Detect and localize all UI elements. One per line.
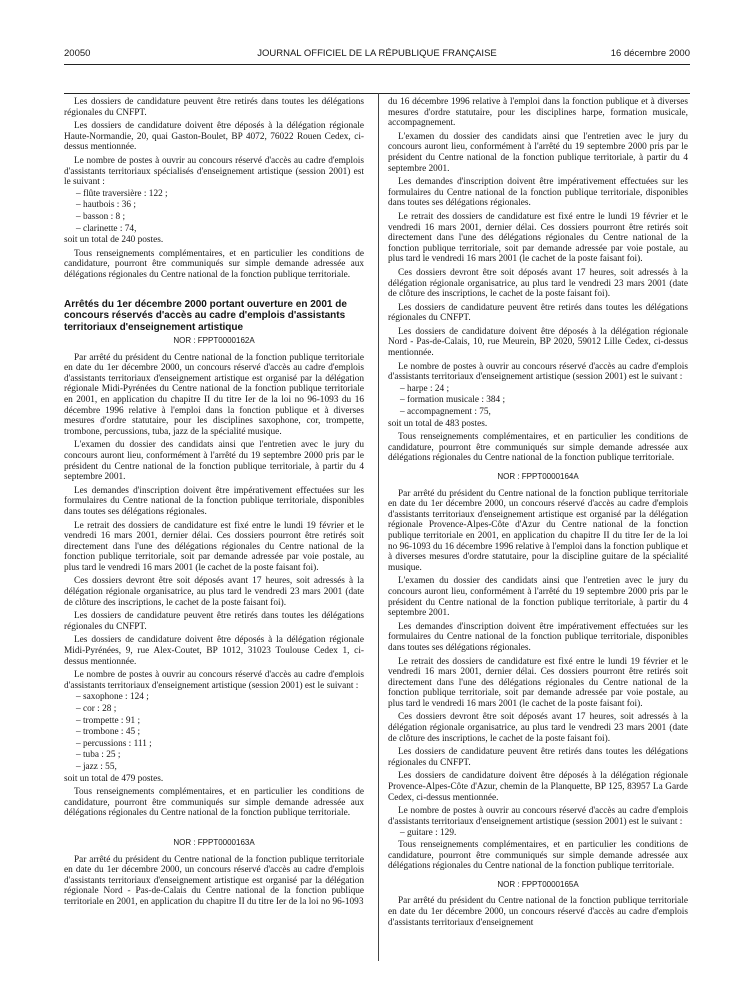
paragraph: Les dossiers de candidature peuvent être retirés dans toutes les délégations régionales du CNFPT. — [64, 611, 364, 632]
paragraph: Les dossiers de candidature doivent être déposés à la délégation régionale Nord - Pas-de-Calais, 10, rue Meurein, BP 2020, 59012 Lille Cedex, ci-dessus mentionnée. — [388, 326, 688, 359]
header-rule — [64, 64, 690, 65]
paragraph: Les dossiers de candidature peuvent être retirés dans toutes les délégations régionales du CNFPT. — [388, 302, 688, 324]
list-item: – tuba : 25 ; — [76, 750, 121, 761]
paragraph: Les dossiers de candidature peuvent être retirés dans toutes les délégations régionales du CNFPT. — [64, 97, 364, 118]
left-column — [64, 97, 364, 911]
paragraph: L'examen du dossier des candidats ainsi que l'entretien avec le jury du concours auront lieu, conformément à l'arrêté du 19 septembre 2000 pris par le président du Centre national de la fonction publique territoriale, à partir du 4 septembre 2001. — [388, 131, 688, 174]
list-item: – trombone : 45 ; — [76, 727, 141, 738]
list-item: – jazz : 55, — [76, 761, 117, 772]
paragraph: Le nombre de postes à ouvrir au concours réservé d'accès au cadre d'emplois d'assistants territoriaux d'enseignement artistique (session 2001) est le suivant : — [388, 806, 688, 827]
paragraph: Par arrêté du président du Centre national de la fonction publique territoriale en date du 1er décembre 2000, un concours réservé d'accès au cadre d'emplois d'assistants territoriaux d'enseignement artistique est organisé par la délégation régionale Midi-Pyrénées du Centre national de la fonction publique territoriale en 2001, en application du chapitre II du titre Ier de la loi no 96-1093 du 16 décembre 1996 relative à l'emploi dans la fonction publique et à diverses mesures d'ordre statutaire, pour les disciplines saxophone, cor, trompette, trombone, percussions, tuba, jazz de la spécialité musique. — [64, 352, 364, 437]
journal-title: JOURNAL OFFICIEL DE LA RÉPUBLIQUE FRANÇAISE — [257, 48, 497, 59]
paragraph: Le nombre de postes à ouvrir au concours réservé d'accès au cadre d'emplois d'assistants territoriaux spécialisés d'enseignement artistique (session 2001) est le suivant : — [64, 155, 364, 188]
nor-reference: NOR : FPPT0000162A — [173, 336, 255, 345]
paragraph: Les dossiers de candidature peuvent être retirés dans toutes les délégations régionales du CNFPT. — [388, 747, 688, 768]
issue-date: 16 décembre 2000 — [610, 48, 690, 59]
list-item: – percussions : 111 ; — [76, 738, 152, 749]
paragraph: Le nombre de postes à ouvrir au concours réservé d'accès au cadre d'emplois d'assistants territoriaux d'enseignement artistique (session 2001) est le suivant : — [388, 361, 688, 383]
content-top-rule — [64, 93, 690, 94]
paragraph: Le nombre de postes à ouvrir au concours réservé d'accès au cadre d'emplois d'assistants territoriaux d'enseignement artistique (session 2001) est le suivant : — [64, 670, 364, 691]
paragraph: Tous renseignements complémentaires, et en particulier les conditions de candidature, pourront être communiqués sur simple demande adressée aux délégations régionales du Centre national de la fonction publique territoriale. — [388, 840, 688, 872]
paragraph: Par arrêté du président du Centre national de la fonction publique territoriale en date du 1er décembre 2000, un concours réservé d'accès au cadre d'emplois d'assistants territoriaux d'enseignement — [388, 896, 688, 928]
paragraph: Les dossiers de candidature doivent être déposés à la délégation régionale Haute-Normandie, 20, quai Gaston-Boulet, BP 4072, 76022 Rouen Cedex, ci-dessus mentionnée. — [64, 121, 364, 153]
list-item: – formation musicale : 384 ; — [400, 395, 506, 406]
paragraph: Tous renseignements complémentaires, et en particulier les conditions de candidature, pourront être communiqués sur simple demande adressée aux délégations régionales du Centre national de la fonction publique territoriale. — [388, 432, 688, 464]
page-header — [64, 48, 690, 62]
list-item: – accompagnement : 75, — [400, 407, 491, 418]
paragraph: Par arrêté du président du Centre national de la fonction publique territoriale en date du 1er décembre 2000, un concours réservé d'accès au cadre d'emplois d'assistants territoriaux d'enseignement artistique est organisé par la délégation régionale Provence-Alpes-Côte d'Azur du Centre national de la fonction publique territoriale en 2001, en application du chapitre II du titre Ier de la loi no 96-1093 du 16 décembre 1996 relative à l'emploi dans la fonction publique et à diverses mesures d'ordre statutaire, pour la discipline guitare de la spécialité musique. — [388, 488, 688, 573]
paragraph: Le retrait des dossiers de candidature est fixé entre le lundi 19 février et le vendredi 16 mars 2001, dernier délai. Ces dossiers pourront être retirés soit directement dans l'une des délégations régionales du Centre national de la fonction publique territoriale, soit par demande adressée par voie postale, au plus tard le vendredi 16 mars 2001 (le cachet de la poste faisant foi). — [64, 520, 364, 573]
list-item: – harpe : 24 ; — [400, 383, 450, 394]
paragraph: Ces dossiers devront être soit déposés avant 17 heures, soit adressés à la délégation régionale organisatrice, au plus tard le vendredi 23 mars 2001 (date de clôture des inscriptions, le cachet de la poste faisant foi). — [64, 576, 364, 608]
nor-reference: NOR : FPPT0000163A — [173, 837, 255, 847]
list-item: – guitare : 129. — [400, 828, 457, 839]
paragraph: Les demandes d'inscription doivent être impérativement effectuées sur les formulaires du Centre national de la fonction publique territoriale, disponibles dans toutes ses délégations régionales. — [64, 485, 364, 517]
paragraph: Les demandes d'inscription doivent être impérativement effectuées sur les formulaires du Centre national de la fonction publique territoriale, disponibles dans toutes ses délégations régionales. — [388, 177, 688, 209]
column-divider — [378, 93, 379, 961]
list-item: – clarinette : 74, — [76, 223, 137, 234]
paragraph: Les dossiers de candidature doivent être déposés à la délégation régionale Provence-Alpes-Côte d'Azur, chemin de la Planquette, BP 125, 83957 La Garde Cedex, ci-dessus mentionnée. — [388, 771, 688, 803]
nor-reference: NOR : FPPT0000164A — [497, 472, 579, 481]
paragraph: L'examen du dossier des candidats ainsi que l'entretien avec le jury du concours auront lieu, conformément à l'arrêté du 19 septembre 2000 pris par le président du Centre national de la fonction publique territoriale, à partir du 4 septembre 2001. — [388, 576, 688, 619]
total-line: soit un total de 483 postes. — [388, 418, 488, 429]
total-line: soit un total de 240 postes. — [64, 235, 164, 246]
paragraph: Ces dossiers devront être soit déposés avant 17 heures, soit adressés à la délégation régionale organisatrice, au plus tard le vendredi 23 mars 2001 (date de clôture des inscriptions, le cachet de la poste faisant foi). — [388, 267, 688, 300]
right-column — [388, 97, 688, 931]
nor-reference: NOR : FPPT0000165A — [497, 879, 579, 889]
page-number: 20050 — [64, 48, 91, 59]
list-item: – trompette : 91 ; — [76, 715, 141, 726]
paragraph: L'examen du dossier des candidats ainsi que l'entretien avec le jury du concours auront lieu, conformément à l'arrêté du 19 septembre 2000 pris par le président du Centre national de la fonction publique territoriale, à partir du 4 septembre 2001. — [64, 440, 364, 483]
paragraph: Tous renseignements complémentaires, et en particulier les conditions de candidature, pourront être communiqués sur simple demande adressée aux délégations régionales du Centre national de la fonction publique territoriale. — [64, 248, 364, 280]
list-item: – hautbois : 36 ; — [76, 200, 136, 211]
paragraph: Ces dossiers devront être soit déposés avant 17 heures, soit adressés à la délégation régionale organisatrice, au plus tard le vendredi 23 mars 2001 (date de clôture des inscriptions, le cachet de la poste faisant foi). — [388, 712, 688, 744]
list-item: – basson : 8 ; — [76, 211, 126, 222]
paragraph: Par arrêté du président du Centre national de la fonction publique territoriale en date du 1er décembre 2000, un concours réservé d'accès au cadre d'emplois d'assistants territoriaux d'enseignement artistique est organisé par la délégation régionale Nord - Pas-de-Calais du Centre national de la fonction publique territoriale en 2001, en application du chapitre II du titre Ier de la loi no 96-1093 — [64, 854, 364, 907]
list-item: – flûte traversière : 122 ; — [76, 188, 168, 199]
total-line: soit un total de 479 postes. — [64, 773, 164, 784]
paragraph: Les demandes d'inscription doivent être impérativement effectuées sur les formulaires du Centre national de la fonction publique territoriale, disponibles dans toutes ses délégations régionales. — [388, 621, 688, 653]
paragraph: Tous renseignements complémentaires, et en particulier les conditions de candidature, pourront être communiqués sur simple demande adressée aux délégations régionales du Centre national de la fonction publique territoriale. — [64, 787, 364, 819]
section-heading: Arrêtés du 1er décembre 2000 portant ouverture en 2001 de concours réservés d'accès au cadre d'emplois d'assistants territoriaux d'enseignement artistique — [64, 298, 347, 333]
paragraph: Le retrait des dossiers de candidature est fixé entre le lundi 19 février et le vendredi 16 mars 2001, dernier délai. Ces dossiers pourront être retirés soit directement dans l'une des délégations régionales du Centre national de la fonction publique territoriale, soit par demande adressée par voie postale, au plus tard le vendredi 16 mars 2001 (le cachet de la poste faisant foi). — [388, 656, 688, 709]
paragraph: du 16 décembre 1996 relative à l'emploi dans la fonction publique et à diverses mesures d'ordre statutaire, pour les disciplines harpe, formation musicale, accompagnement. — [388, 97, 688, 129]
list-item: – cor : 28 ; — [76, 704, 117, 714]
paragraph: Les dossiers de candidature doivent être déposés à la délégation régionale Midi-Pyrénées, 9, rue Alex-Coutet, BP 1012, 31023 Toulouse Cedex 1, ci-dessus mentionnée. — [64, 635, 364, 667]
paragraph: Le retrait des dossiers de candidature est fixé entre le lundi 19 février et le vendredi 16 mars 2001, dernier délai. Ces dossiers pourront être retirés soit directement dans l'une des délégations régionales du Centre national de la fonction publique territoriale, soit par demande adressée par voie postale, au plus tard le vendredi 16 mars 2001 (le cachet de la poste faisant foi). — [388, 211, 688, 265]
list-item: – saxophone : 124 ; — [76, 692, 149, 703]
